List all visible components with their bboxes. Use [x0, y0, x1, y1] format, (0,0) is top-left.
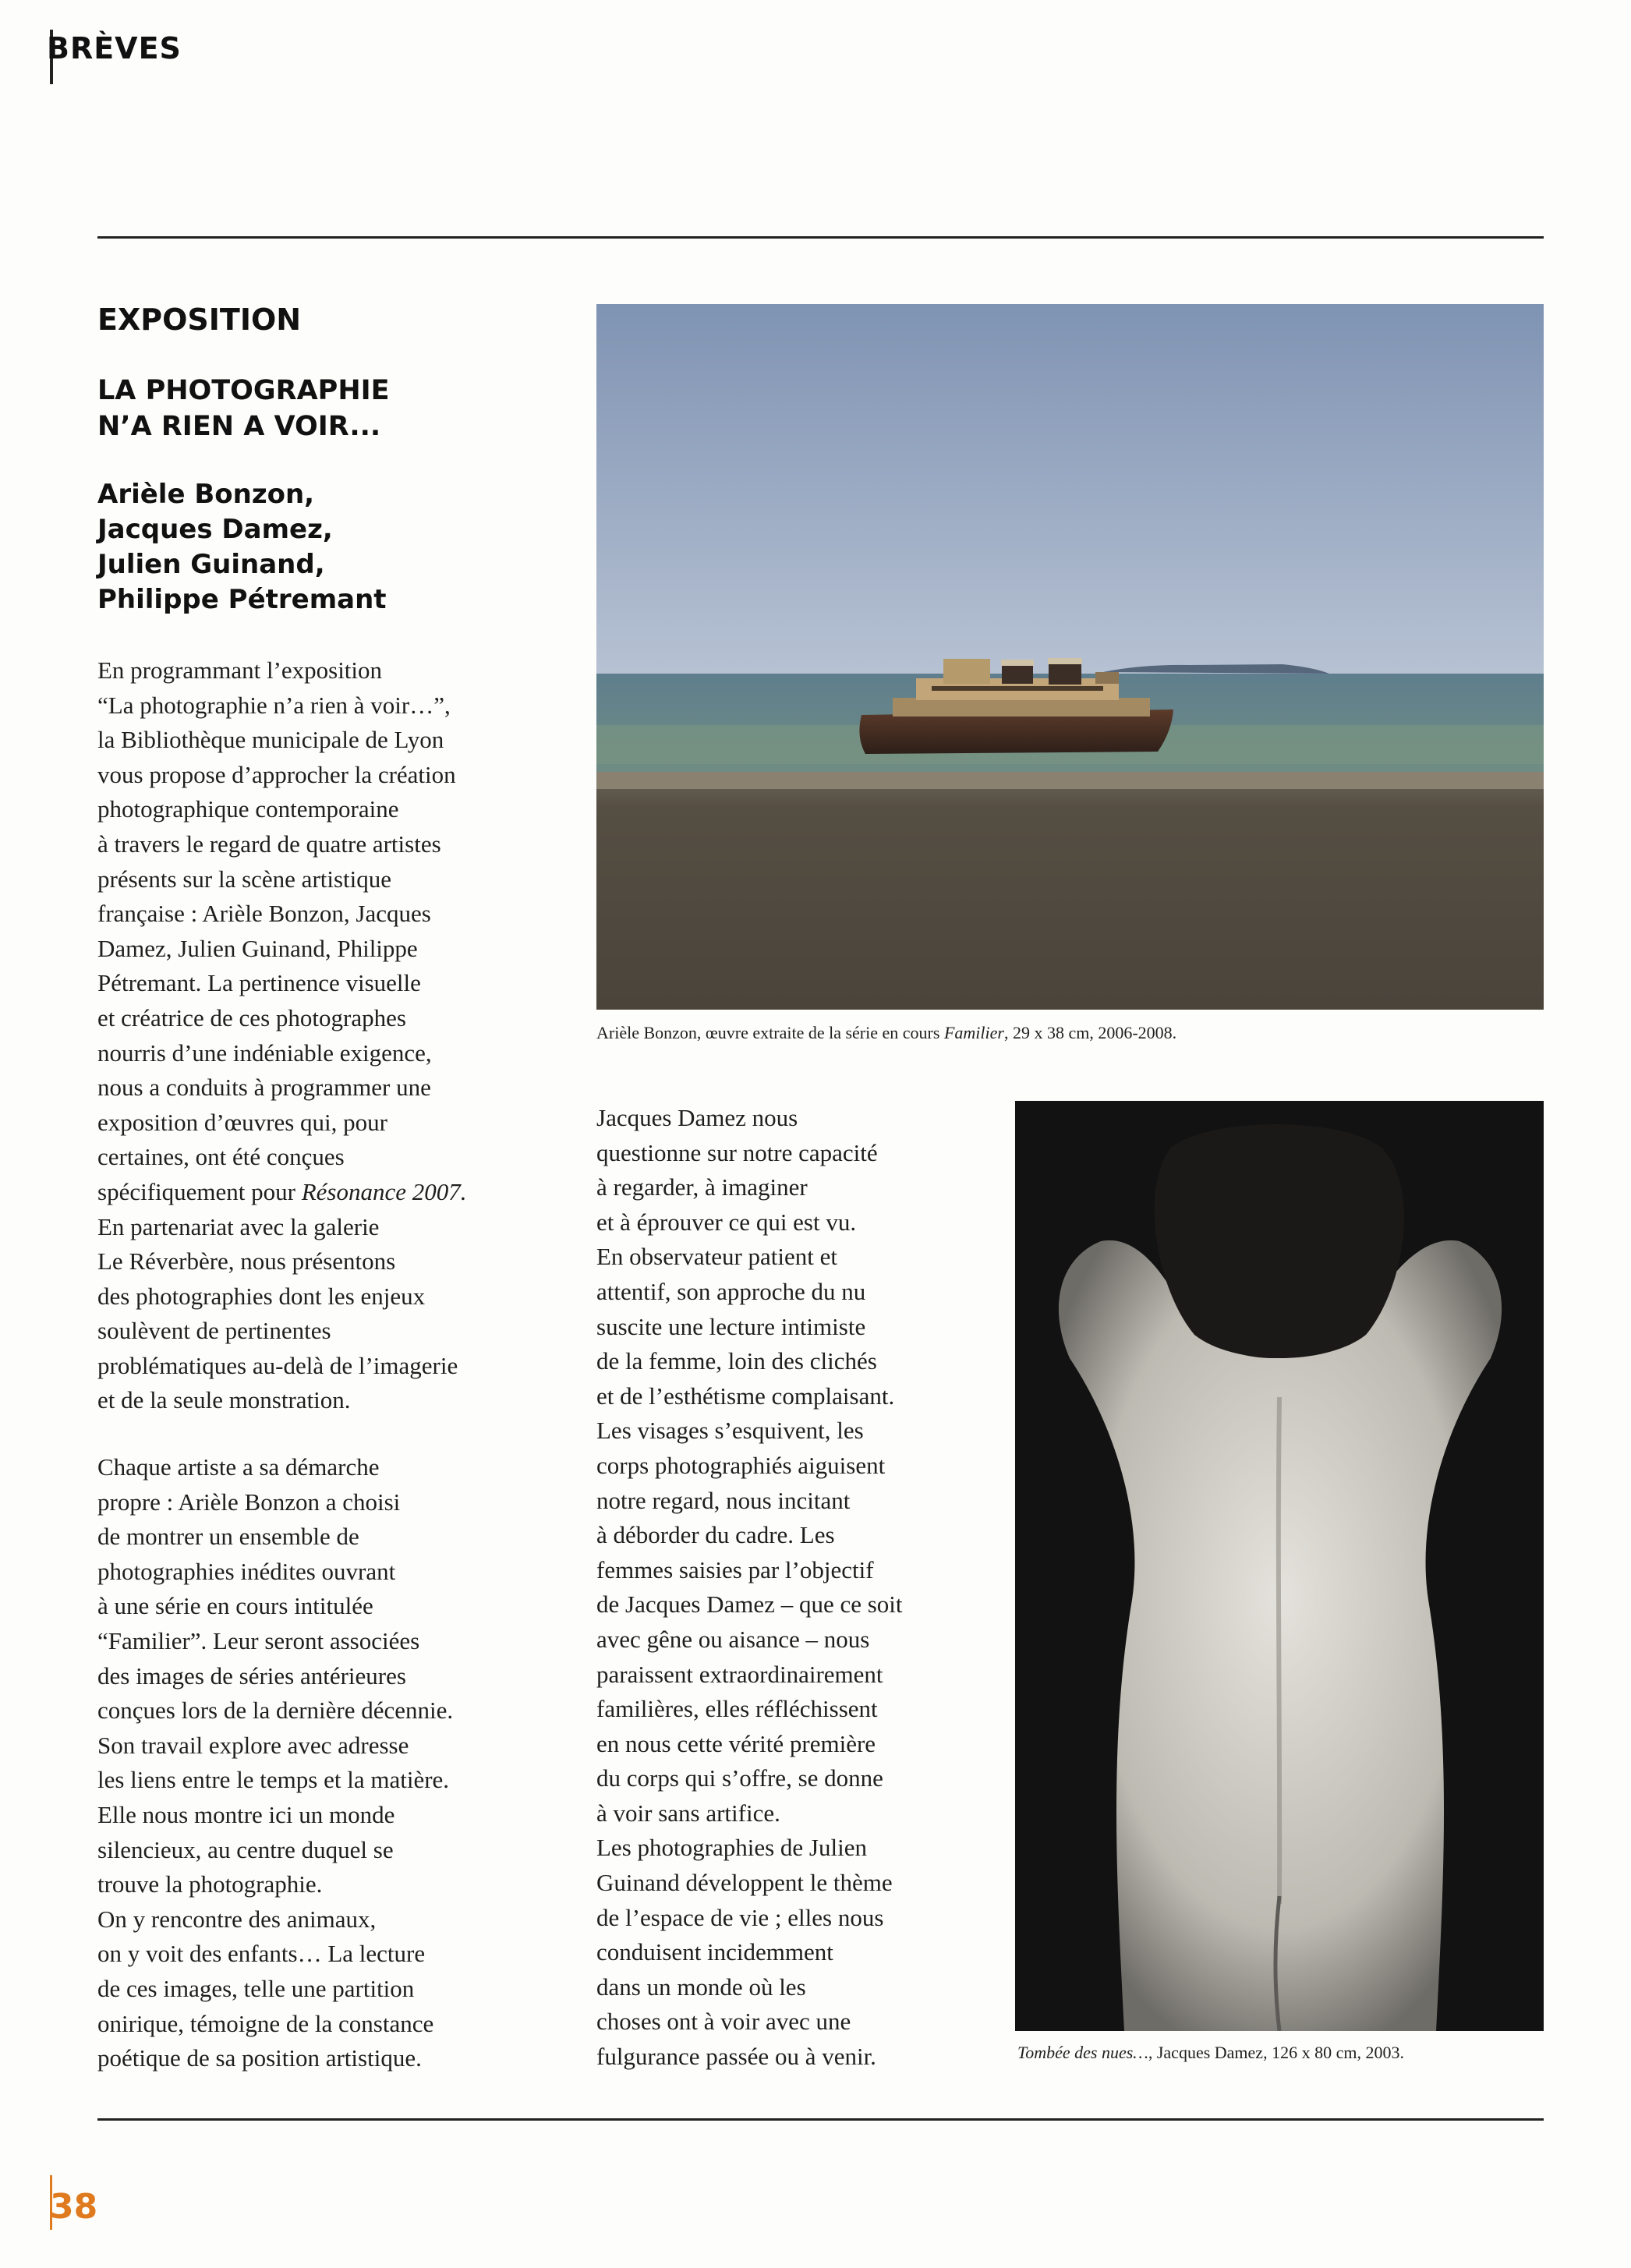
text-line: Les photographies de Julien [596, 1834, 867, 1862]
text-line: nourris d’une indéniable exigence, [97, 1038, 432, 1067]
caption-text: , 29 x 38 cm, 2006-2008. [1003, 1023, 1177, 1042]
photo-toy-ship [596, 304, 1544, 1010]
title-line: LA PHOTOGRAPHIE [97, 375, 390, 406]
artist-name: Julien Guinand, [97, 549, 325, 580]
text-line: Pétremant. La pertinence visuelle [97, 969, 421, 997]
text-line: “La photographie n’a rien à voir…”, [97, 691, 451, 719]
text-line: présents sur la scène artistique [97, 865, 392, 893]
text-line: Chaque artiste a sa démarche [97, 1453, 380, 1481]
text-line: On y rencontre des animaux, [97, 1905, 377, 1933]
text-line: Damez, Julien Guinand, Philippe [97, 934, 418, 962]
text-line: Guinand développent le thème [596, 1869, 893, 1897]
text-line: du corps qui s’offre, se donne [596, 1764, 883, 1792]
section-label: BRÈVES [47, 31, 182, 65]
artist-name: Arièle Bonzon, [97, 479, 315, 510]
bottom-rule [97, 2118, 1544, 2121]
text-line: attentif, son approche du nu [596, 1277, 866, 1305]
caption-nude-photo [1017, 2043, 1404, 2063]
text-line: et de la seule monstration. [97, 1386, 351, 1414]
text-line: En partenariat avec la galerie [97, 1212, 380, 1240]
text-line: soulèvent de pertinentes [97, 1317, 331, 1345]
text-line: En observateur patient et [596, 1243, 838, 1271]
text-line: de Jacques Damez – que ce soit [596, 1590, 903, 1619]
text-line: “Familier”. Leur seront associées [97, 1626, 420, 1654]
artist-name: Jacques Damez, [97, 514, 333, 545]
text-line: certaines, ont été conçues [97, 1143, 345, 1171]
caption-italic: Tombée des nues… [1017, 2043, 1148, 2062]
text-line: paraissent extraordinairement [596, 1660, 883, 1688]
text-line: française : Arièle Bonzon, Jacques [97, 900, 431, 928]
photo-nude-back [1015, 1101, 1544, 2031]
text-line: conduisent incidemment [596, 1938, 833, 1966]
text-line: choses ont à voir avec une [596, 2008, 851, 2036]
text-line: propre : Arièle Bonzon a choisi [97, 1488, 401, 1516]
text-line: les liens entre le temps et la matière. [97, 1766, 450, 1794]
text-line: onirique, témoigne de la constance [97, 2009, 434, 2037]
article-title [97, 373, 534, 444]
text-line: Elle nous montre ici un monde [97, 1800, 395, 1828]
text-line: exposition d’œuvres qui, pour [97, 1108, 387, 1136]
text-line: avec gêne ou aisance – nous [596, 1625, 870, 1653]
text-line: conçues lors de la dernière décennie. [97, 1697, 454, 1725]
nude-photo-illustration [1015, 1101, 1544, 2031]
caption-italic: Familier [943, 1023, 1004, 1042]
text-line: et créatrice de ces photographes [97, 1003, 406, 1031]
top-rule [97, 236, 1544, 239]
text-line: En programmant l’exposition [97, 656, 383, 684]
page-number: 38 [50, 2187, 98, 2227]
text-line: en nous cette vérité première [596, 1729, 876, 1757]
caption-text: Arièle Bonzon, œuvre extraite de la série en cours [596, 1023, 944, 1042]
text-line: questionne sur notre capacité [596, 1138, 878, 1166]
caption-ship-photo [596, 1023, 1176, 1043]
text-line: de montrer un ensemble de [97, 1523, 359, 1551]
caption-text: , Jacques Damez, 126 x 80 cm, 2003. [1148, 2043, 1404, 2062]
text-line: photographies inédites ouvrant [97, 1557, 396, 1585]
text-line: à déborder du cadre. Les [596, 1521, 835, 1549]
text-line: des images de séries antérieures [97, 1661, 406, 1690]
text-line: dans un monde où les [596, 1973, 806, 2001]
text-segment: spécifiquement pour [97, 1177, 302, 1205]
text-line: et à éprouver ce qui est vu. [596, 1208, 857, 1236]
text-line: Son travail explore avec adresse [97, 1731, 409, 1759]
text-line: des photographies dont les enjeux [97, 1282, 426, 1310]
italic-title: Résonance 2007. [301, 1177, 467, 1205]
text-line: et de l’esthétisme complaisant. [596, 1382, 895, 1410]
text-line: de ces images, telle une partition [97, 1974, 415, 2002]
title-line: N’A RIEN A VOIR... [97, 411, 381, 442]
text-line: fulgurance passée ou à venir. [596, 2043, 876, 2071]
artist-list [97, 477, 565, 617]
text-line: Le Réverbère, nous présentons [97, 1247, 396, 1276]
text-line: Jacques Damez nous [596, 1104, 798, 1131]
text-line: à voir sans artifice. [596, 1799, 780, 1827]
text-line: de la femme, loin des clichés [596, 1347, 877, 1375]
article-kicker: EXPOSITION [97, 303, 302, 337]
text-line: silencieux, au centre duquel se [97, 1835, 394, 1863]
paragraph-damez-guinand [596, 1101, 1002, 2075]
text-line: à une série en cours intitulée [97, 1592, 373, 1620]
text-line: Les visages s’esquivent, les [596, 1417, 864, 1445]
artist-name: Philippe Pétremant [97, 584, 387, 615]
paragraph-intro [97, 653, 565, 1418]
text-line: photographique contemporaine [97, 795, 399, 823]
text-line: suscite une lecture intimiste [596, 1312, 866, 1340]
text-line: notre regard, nous incitant [596, 1486, 851, 1514]
text-line: corps photographiés aiguisent [596, 1451, 886, 1479]
text-line: familières, elles réfléchissent [596, 1695, 878, 1723]
text-line: problématiques au-delà de l’imagerie [97, 1351, 458, 1379]
text-line: vous propose d’approcher la création [97, 760, 456, 788]
text-line: on y voit des enfants… La lecture [97, 1940, 426, 1968]
text-line: à travers le regard de quatre artistes [97, 830, 441, 858]
text-line: à regarder, à imaginer [596, 1173, 808, 1201]
text-line: poétique de sa position artistique. [97, 2044, 422, 2072]
text-line: la Bibliothèque municipale de Lyon [97, 726, 444, 754]
paragraph-bonzon [97, 1450, 565, 2076]
ship-photo-illustration [596, 304, 1544, 1010]
text-line: femmes saisies par l’objectif [596, 1555, 874, 1583]
text-line: nous a conduits à programmer une [97, 1074, 431, 1102]
text-line [97, 1175, 565, 1210]
text-line: de l’espace de vie ; elles nous [596, 1903, 884, 1931]
text-line: trouve la photographie. [97, 1870, 323, 1898]
